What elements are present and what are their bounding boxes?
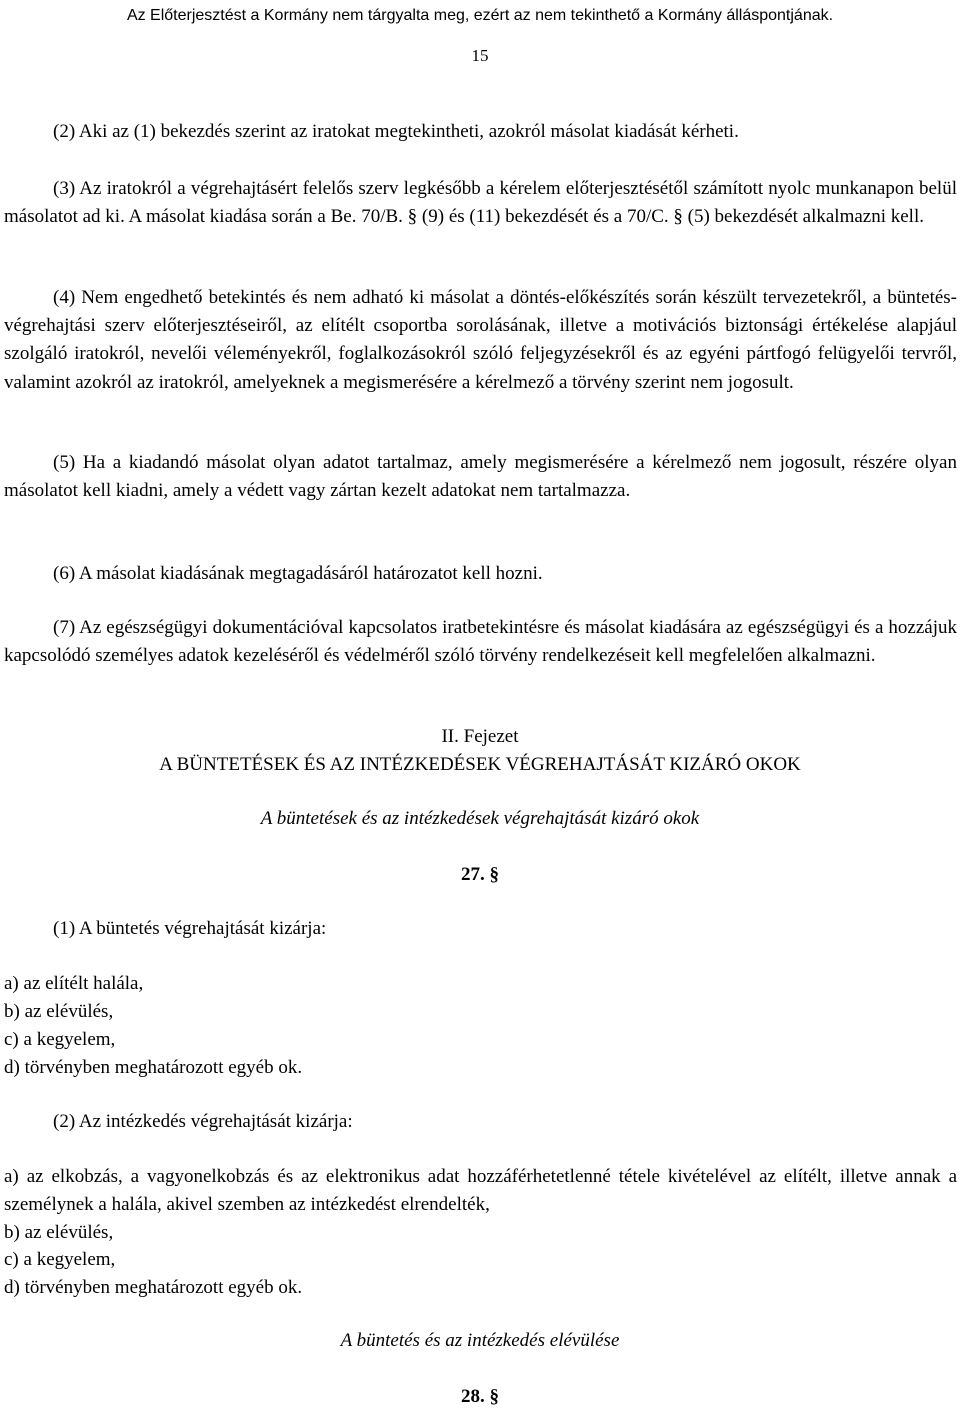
list-item: c) a kegyelem,: [4, 1249, 116, 1270]
list-item: a) az elítélt halála,: [4, 973, 144, 994]
section-27-2-intro: (2) Az intézkedés végrehajtását kizárja:: [53, 1111, 353, 1132]
paragraph-3: (3) Az iratokról a végrehajtásért felelős szerv legkésőbb a kérelem előterjesztésétől számított nyolc munkanapon belül másolatot ad ki. A másolat kiadása során a Be. 70/B. § (9) és (11) bekezdését és a 70/C. § (5) bekezdését alkalmazni kell.: [4, 178, 957, 228]
page-number: 15: [471, 46, 489, 65]
paragraph-6: (6) A másolat kiadásának megtagadásáról határozatot kell hozni.: [53, 563, 543, 584]
chapter-subtitle: A büntetések és az intézkedések végrehajtását kizáró okok: [260, 808, 700, 829]
section-28-subtitle: A büntetés és az intézkedés elévülése: [340, 1330, 620, 1351]
list-item: b) az elévülés,: [4, 1001, 114, 1022]
list-item: b) az elévülés,: [4, 1222, 114, 1243]
paragraph-2: (2) Aki az (1) bekezdés szerint az iratokat megtekintheti, azokról másolat kiadását kérheti.: [53, 121, 739, 142]
list-item: d) törvényben meghatározott egyéb ok.: [4, 1057, 303, 1078]
chapter-number: II. Fejezet: [441, 726, 519, 747]
list-item: a) az elkobzás, a vagyonelkobzás és az elektronikus adat hozzáférhetetlenné tétele kivételével az elítélt, illetve annak a személynek a halála, akivel szemben az intézkedést elrendelték,: [4, 1166, 957, 1216]
section-27-heading: 27. §: [461, 864, 499, 885]
paragraph-5: (5) Ha a kiadandó másolat olyan adatot tartalmaz, amely megismerésére a kérelmező nem jogosult, részére olyan másolatot kell kiadni, amely a védett vagy zártan kezelt adatokat nem tartalmazza.: [4, 452, 957, 502]
section-28-heading: 28. §: [461, 1386, 499, 1407]
paragraph-7: (7) Az egészségügyi dokumentációval kapcsolatos iratbetekintésre és másolat kiadására az egészségügyi és a hozzájuk kapcsolódó személyes adatok kezeléséről és védelméről szóló törvény rendelkezéseit kell megfelelően alkalmazni.: [4, 617, 957, 667]
list-item: d) törvényben meghatározott egyéb ok.: [4, 1277, 303, 1298]
page-header-notice: Az Előterjesztést a Kormány nem tárgyalta meg, ezért az nem tekinthető a Kormány álláspontjának.: [126, 7, 834, 24]
chapter-title: A BÜNTETÉSEK ÉS AZ INTÉZKEDÉSEK VÉGREHAJTÁSÁT KIZÁRÓ OKOK: [159, 754, 801, 775]
list-item: c) a kegyelem,: [4, 1029, 116, 1050]
section-27-1-intro: (1) A büntetés végrehajtását kizárja:: [53, 918, 327, 939]
paragraph-4: (4) Nem engedhető betekintés és nem adható ki másolat a döntés-előkészítés során készült tervezetekről, a büntetés-végrehajtási szerv előterjesztéseiről, az elítélt csoportba sorolásának, illetve a motivációs biztonsági értékelése alapjául szolgáló iratokról, nevelői véleményekről, foglalkozásokról szóló feljegyzésekről és az egyéni pártfogó felügyelői tervről, valamint azokról az iratokról, amelyeknek a megismerésére a kérelmező a törvény szerint nem jogosult.: [4, 287, 957, 393]
